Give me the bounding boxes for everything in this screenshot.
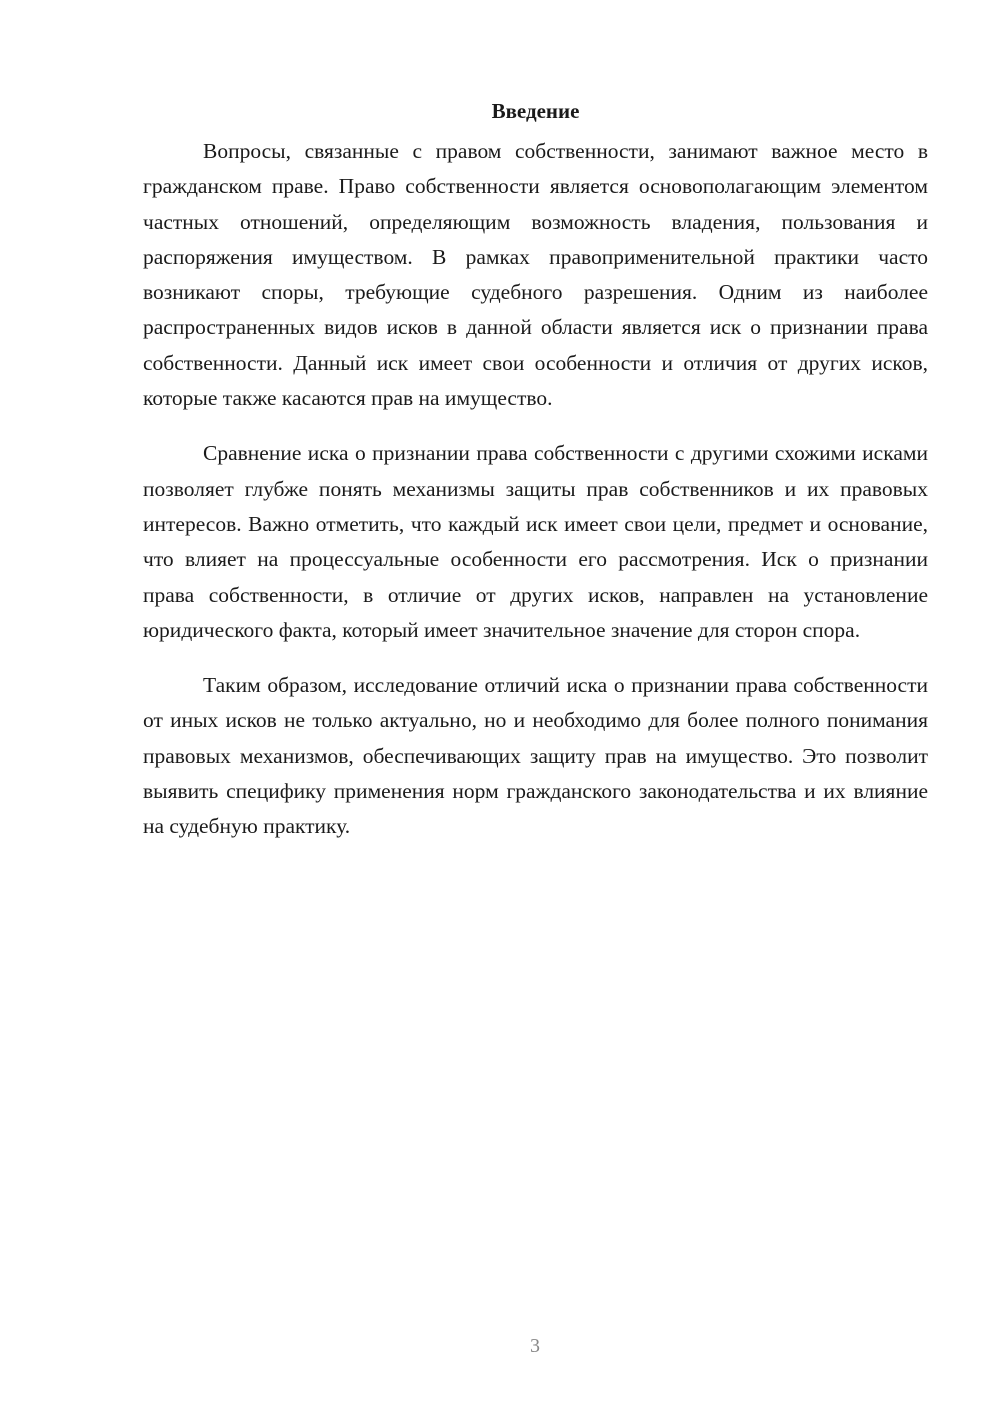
paragraph-3: Таким образом, исследование отличий иска о признании права собственности от иных исков не только актуально, но и необходимо для более полного понимания правовых механизмов, обеспечивающих защиту прав на имущество. Это позволит выявить специфику применения норм гражданского законодательства и их влияние на судебную практику. [143,673,928,839]
document-body [143,96,928,865]
paragraph-2: Сравнение иска о признании права собственности с другими схожими исками позволяет глубже понять механизмы защиты прав собственников и их правовых интересов. Важно отметить, что каждый иск имеет свои цели, предмет и основание, что влияет на процессуальные особенности его рассмотрения. Иск о признании права собственности, в отличие от других исков, направлен на установление юридического факта, который имеет значительное значение для сторон спора. [143,441,928,642]
section-title: Введение [491,99,580,123]
page-number: 3 [530,1335,540,1357]
paragraph-1: Вопросы, связанные с правом собственности, занимают важное место в гражданском праве. Право собственности является основополагающим элементом частных отношений, определяющим возможность владения, пользования и распоряжения имуществом. В рамках правоприменительной практики часто возникают споры, требующие судебного разрешения. Одним из наиболее распространенных видов исков в данной области является иск о признании права собственности. Данный иск имеет свои особенности и отличия от других исков, которые также касаются прав на имущество. [143,139,928,411]
